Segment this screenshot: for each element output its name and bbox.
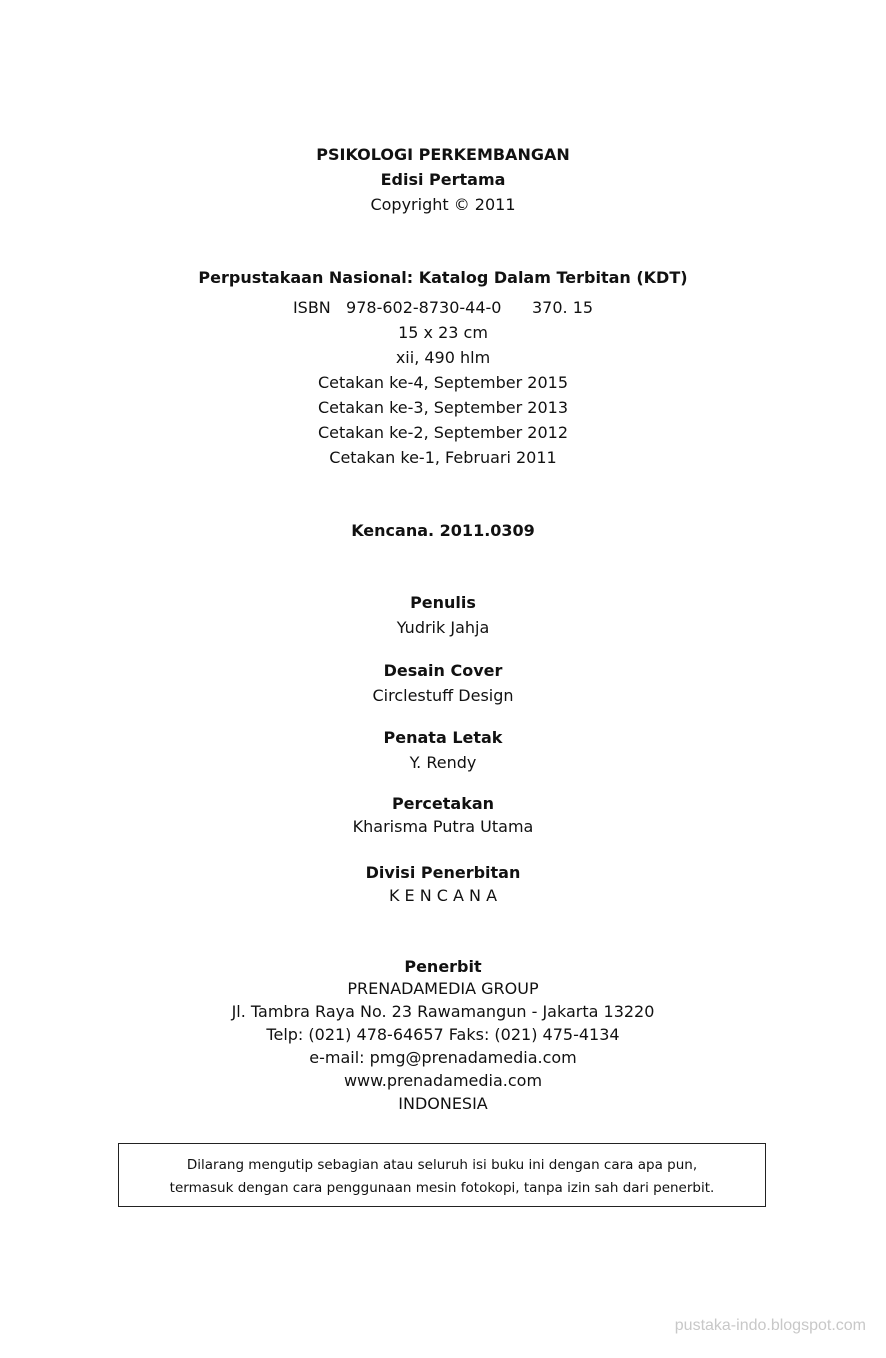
- credit-name: Circlestuff Design: [372, 686, 514, 705]
- edition-label: Edisi Pertama: [380, 170, 506, 189]
- page-count: xii, 490 hlm: [395, 348, 491, 367]
- credit-role: Penulis: [410, 593, 476, 612]
- credit-role: Penata Letak: [383, 728, 503, 747]
- credit-role: Desain Cover: [383, 661, 503, 680]
- classification-number: 370. 15: [531, 298, 594, 317]
- credit-role: Percetakan: [391, 794, 495, 813]
- watermark: pustaka-indo.blogspot.com: [674, 1317, 866, 1334]
- credit-name: Kharisma Putra Utama: [352, 817, 534, 836]
- credit-name: Yudrik Jahja: [396, 618, 490, 637]
- publisher-code: Kencana. 2011.0309: [351, 521, 535, 540]
- printing-line: Cetakan ke-3, September 2013: [317, 398, 568, 417]
- publisher-address: Jl. Tambra Raya No. 23 Rawamangun - Jakarta 13220: [231, 1002, 655, 1021]
- printing-line: Cetakan ke-4, September 2015: [317, 373, 568, 392]
- copyright-line: Copyright © 2011: [370, 195, 516, 214]
- book-title: PSIKOLOGI PERKEMBANGAN: [316, 145, 570, 164]
- catalog-heading: Perpustakaan Nasional: Katalog Dalam Terbitan (KDT): [198, 268, 688, 287]
- printing-line: Cetakan ke-1, Februari 2011: [329, 448, 557, 467]
- isbn-label: ISBN: [292, 298, 331, 317]
- notice-line-2: termasuk dengan cara penggunaan mesin fotokopi, tanpa izin sah dari penerbit.: [169, 1180, 715, 1196]
- credit-name: K E N C A N A: [388, 886, 498, 905]
- publisher-name: PRENADAMEDIA GROUP: [347, 979, 539, 998]
- printing-line: Cetakan ke-2, September 2012: [317, 423, 568, 442]
- publisher-phone: Telp: (021) 478-64657 Faks: (021) 475-4134: [266, 1025, 620, 1044]
- notice-line-1: Dilarang mengutip sebagian atau seluruh isi buku ini dengan cara apa pun,: [186, 1157, 698, 1173]
- publisher-country: INDONESIA: [398, 1094, 488, 1113]
- publisher-website: www.prenadamedia.com: [343, 1071, 543, 1090]
- isbn-row: [0, 298, 886, 318]
- copyright-notice-box: [118, 1143, 766, 1207]
- isbn-number: 978-602-8730-44-0: [346, 298, 502, 317]
- credit-name: Y. Rendy: [409, 753, 477, 772]
- book-size: 15 x 23 cm: [398, 323, 488, 342]
- credit-role: Divisi Penerbitan: [365, 863, 521, 882]
- publisher-heading: Penerbit: [404, 957, 482, 976]
- publisher-email: e-mail: pmg@prenadamedia.com: [309, 1048, 577, 1067]
